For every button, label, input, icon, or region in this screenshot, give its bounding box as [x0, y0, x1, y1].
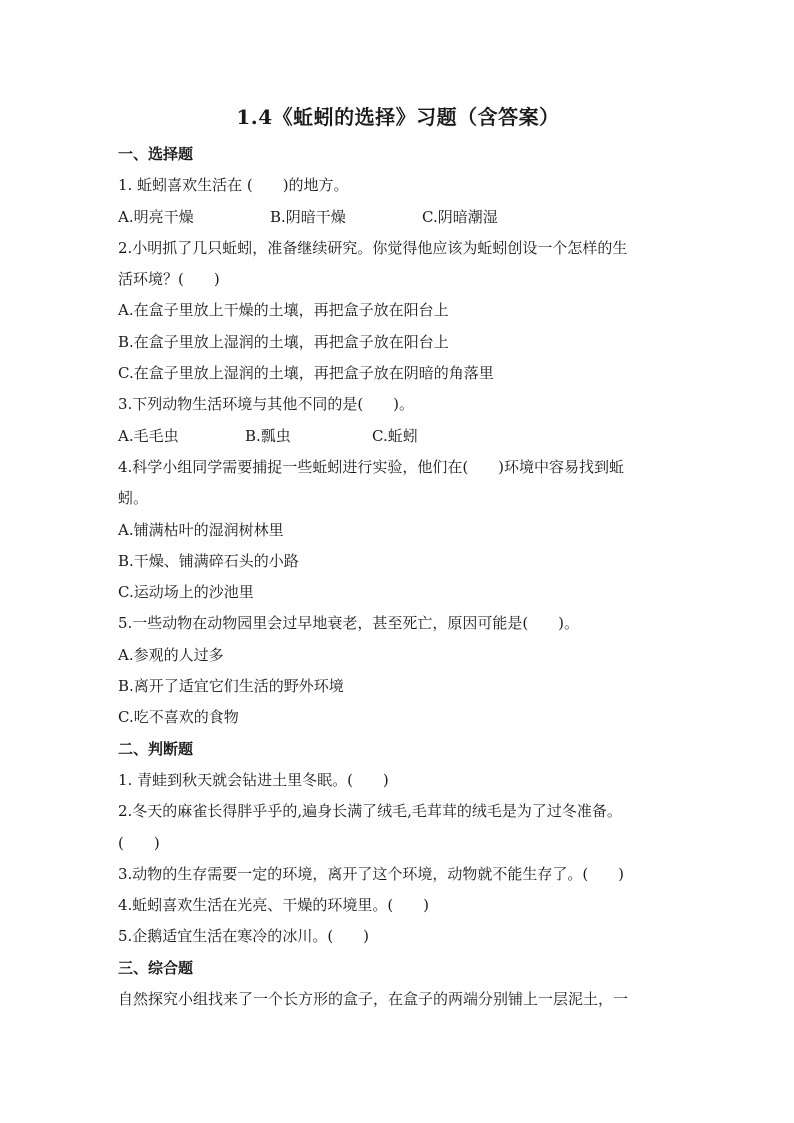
- question-5-option-c: C.吃不喜欢的食物: [118, 708, 239, 727]
- judgement-3: 3.动物的生存需要一定的环境，离开了这个环境，动物就不能生存了。( ): [118, 864, 625, 883]
- question-1-option-a: A.明亮干燥: [118, 207, 194, 226]
- question-4-option-b: B.干燥、铺满碎石头的小路: [118, 551, 299, 570]
- section-heading-judgement: 二、判断题: [118, 739, 194, 758]
- question-2-stem-line-1: 2.小明抓了几只蚯蚓，准备继续研究。你觉得他应该为蚯蚓创设一个怎样的生: [118, 238, 628, 257]
- question-5-option-a: A.参观的人过多: [118, 645, 224, 664]
- section-heading-choice: 一、选择题: [118, 145, 194, 163]
- section-heading-comprehensive: 三、综合题: [118, 958, 194, 977]
- judgement-5: 5.企鹅适宜生活在寒冷的冰川。( ): [118, 927, 370, 946]
- question-5-option-b: B.离开了适宜它们生活的野外环境: [118, 677, 344, 696]
- comprehensive-paragraph: 自然探究小组找来了一个长方形的盒子，在盒子的两端分别铺上一层泥土，一: [118, 990, 629, 1009]
- question-3-stem: 3.下列动物生活环境与其他不同的是( )。: [118, 395, 415, 414]
- judgement-2-line-1: 2.冬天的麻雀长得胖乎乎的,遍身长满了绒毛,毛茸茸的绒毛是为了过冬准备。: [118, 802, 622, 821]
- question-2-option-c: C.在盒子里放上湿润的土壤，再把盒子放在阴暗的角落里: [118, 364, 494, 383]
- document-title: 1.4《蚯蚓的选择》习题（含答案）: [236, 105, 560, 129]
- judgement-4: 4.蚯蚓喜欢生活在光亮、干燥的环境里。( ): [118, 896, 430, 915]
- question-4-stem-line-1: 4.科学小组同学需要捕捉一些蚯蚓进行实验，他们在( )环境中容易找到蚯: [118, 457, 625, 476]
- question-3-option-a: A.毛毛虫: [118, 426, 179, 445]
- question-1-option-c: C.阴暗潮湿: [422, 207, 498, 226]
- question-4-option-a: A.铺满枯叶的湿润树林里: [118, 520, 284, 539]
- question-4-stem-line-2: 蚓。: [118, 489, 149, 508]
- question-3-option-b: B.瓢虫: [245, 426, 291, 445]
- question-2-option-a: A.在盒子里放上干燥的土壤，再把盒子放在阳台上: [118, 301, 449, 320]
- question-3-option-c: C.蚯蚓: [372, 426, 418, 445]
- question-5-stem: 5.一些动物在动物园里会过早地衰老，甚至死亡，原因可能是( )。: [118, 614, 580, 633]
- question-1-option-b: B.阴暗干燥: [270, 207, 346, 226]
- question-1-stem: 1. 蚯蚓喜欢生活在 ( )的地方。: [118, 176, 349, 195]
- question-3-options: [118, 421, 678, 452]
- judgement-1: 1. 青蛙到秋天就会钻进土里冬眠。( ): [118, 770, 389, 789]
- question-4-option-c: C.运动场上的沙池里: [118, 583, 254, 602]
- document-content: [118, 139, 678, 1015]
- question-2-option-b: B.在盒子里放上湿润的土壤，再把盒子放在阳台上: [118, 332, 449, 351]
- question-1-options: [118, 202, 678, 233]
- judgement-2-line-2: ( ): [118, 833, 160, 852]
- question-2-stem-line-2: 活环境？( ): [118, 270, 220, 289]
